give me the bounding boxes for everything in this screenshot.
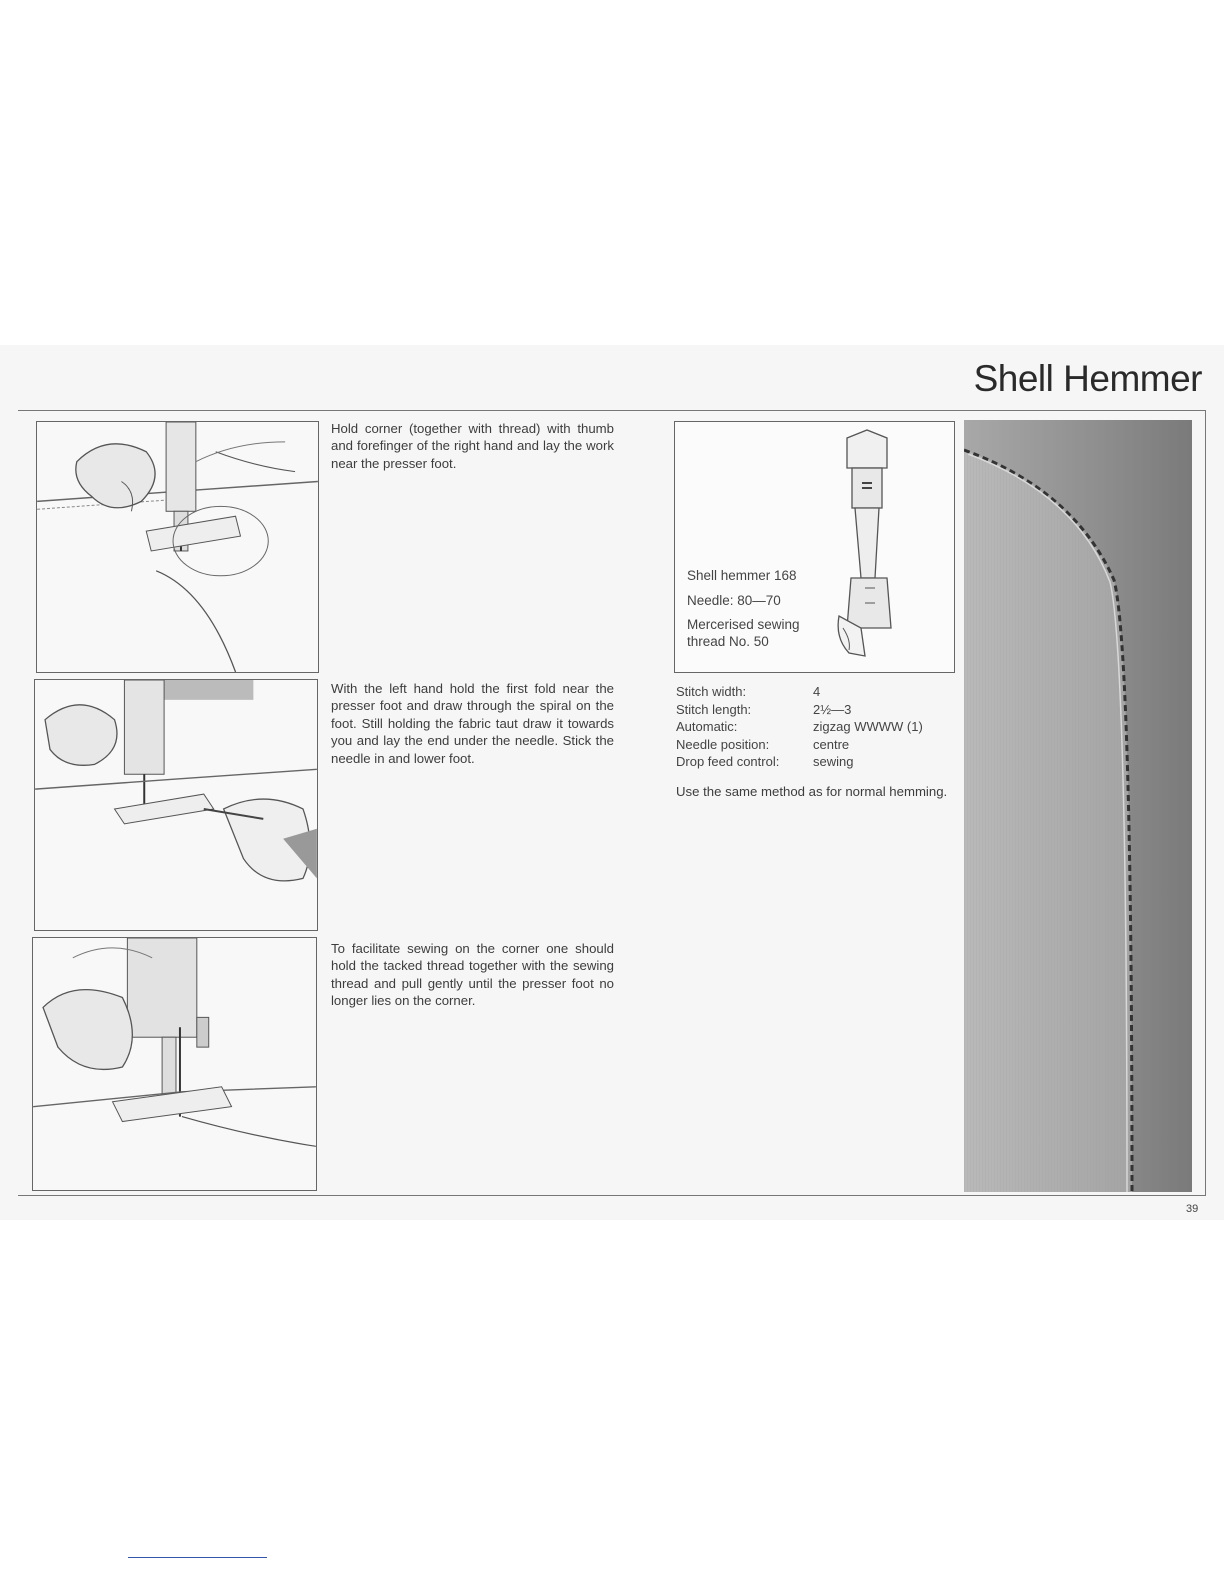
step-1-text: Hold corner (together with thread) with thumb and forefinger of the right hand and lay the work near the presser foot. <box>331 421 614 471</box>
setting-label: Stitch length: <box>676 701 752 717</box>
setting-value: 2½—3 <box>813 701 852 717</box>
setting-value: zigzag WWWW (1) <box>813 719 923 734</box>
illustration-step-2 <box>34 679 318 931</box>
setting-row <box>676 718 923 736</box>
setting-value: 4 <box>813 684 821 699</box>
step-3-text: To facilitate sewing on the corner one should hold the tacked thread together with the sewing thread and pull gently until the presser foot no longer lies on the corner. <box>331 941 614 1009</box>
setting-row <box>676 683 923 701</box>
presser-foot-box <box>674 421 955 673</box>
page-number: 39 <box>1186 1203 1199 1215</box>
hand-corner-drawing <box>37 422 318 672</box>
corner-sewing-drawing <box>33 938 316 1190</box>
step-2-text: With the left hand hold the first fold near the presser foot and draw through the spiral on the foot. Still holding the fabric taut draw it towards you and lay the end under the needle. Stick the needle in and lower foot. <box>331 681 614 766</box>
page-title: Shell Hemmer <box>973 358 1202 399</box>
illustration-step-1 <box>36 421 319 673</box>
foot-needle: Needle: 80—70 <box>687 593 781 608</box>
foot-thread-line1: Mercerised sewing <box>687 617 800 632</box>
foot-name: Shell hemmer 168 <box>687 568 797 583</box>
shell-hem-sample-photo <box>964 420 1192 1192</box>
footer-underline <box>128 1557 267 1558</box>
fabric-sample-image <box>964 420 1192 1192</box>
setting-row <box>676 701 923 719</box>
stitch-settings <box>676 683 923 771</box>
setting-row <box>676 736 923 754</box>
foot-thread-line2: thread No. 50 <box>687 634 769 649</box>
setting-label: Stitch width: <box>676 684 747 699</box>
usage-note: Use the same method as for normal hemming. <box>676 784 948 799</box>
setting-label: Automatic: <box>676 719 738 734</box>
setting-label: Drop feed control: <box>676 754 780 769</box>
illustration-step-3 <box>32 937 317 1191</box>
setting-label: Needle position: <box>676 736 770 752</box>
spiral-drawing <box>35 680 317 930</box>
setting-value: sewing <box>813 754 854 769</box>
shell-hemmer-foot-icon <box>825 428 935 668</box>
setting-value: centre <box>813 736 850 752</box>
setting-row <box>676 753 923 771</box>
